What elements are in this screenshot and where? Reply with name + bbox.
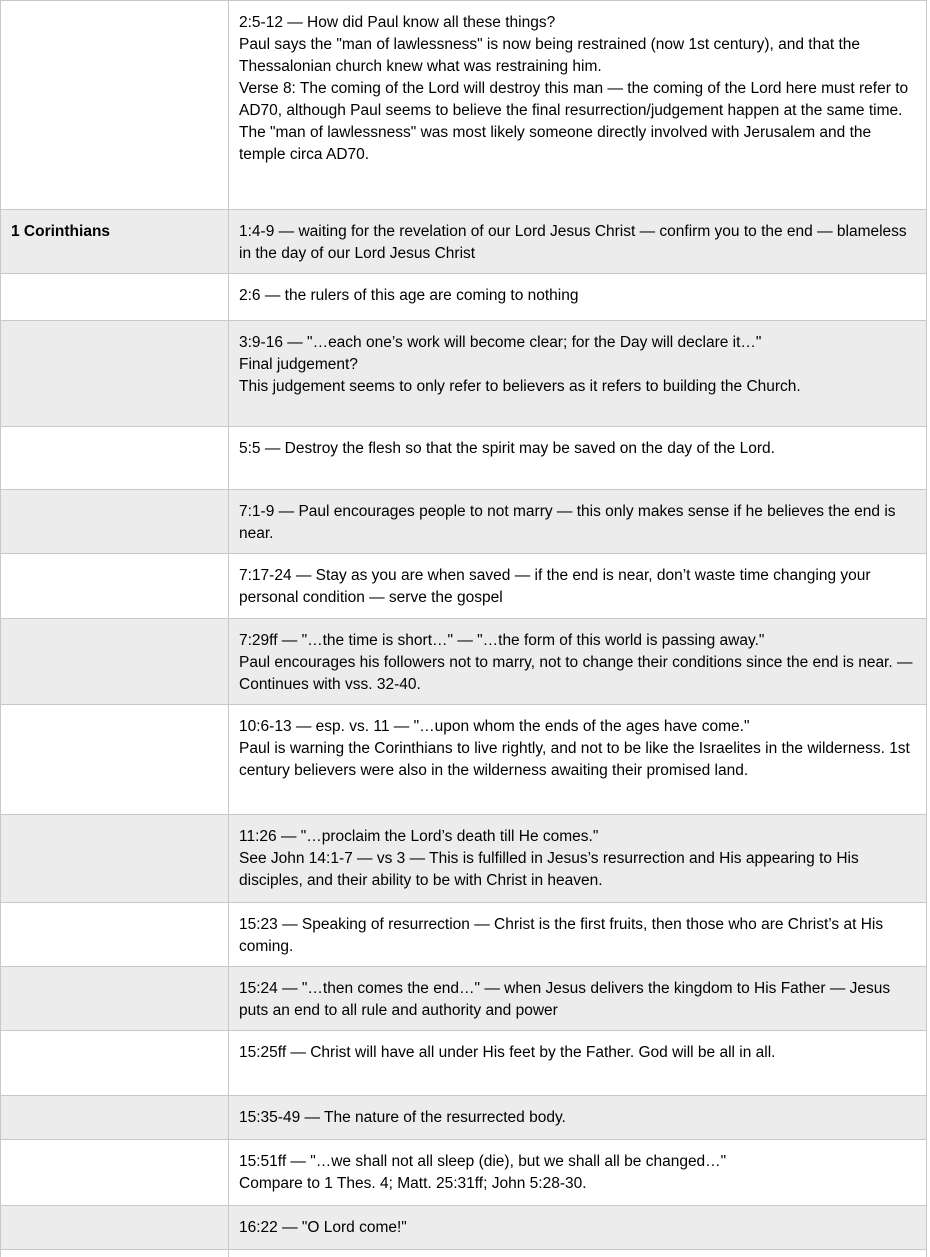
note-paragraph: Final judgement? bbox=[239, 356, 358, 373]
table-row bbox=[1, 321, 926, 427]
note-paragraph: 2:5-12 — How did Paul know all these things? bbox=[239, 14, 556, 31]
notes-cell bbox=[228, 815, 926, 902]
note-paragraph: 2:6 — the rulers of this age are coming to nothing bbox=[239, 287, 579, 304]
note-paragraph: Paul encourages his followers not to marry, not to change their conditions since the end is near. — Continues with vss. 32-40. bbox=[239, 654, 913, 693]
note-paragraph: The "man of lawlessness" was most likely someone directly involved with Jerusalem and the temple circa AD70. bbox=[239, 124, 872, 163]
table-row bbox=[1, 967, 926, 1031]
notes-cell bbox=[228, 490, 926, 553]
book-cell bbox=[1, 815, 228, 902]
notes-cell bbox=[228, 619, 926, 704]
note-paragraph: 7:29ff — "…the time is short…" — "…the form of this world is passing away." bbox=[239, 632, 765, 649]
book-cell bbox=[1, 967, 228, 1030]
table-row bbox=[1, 619, 926, 705]
table-row bbox=[1, 1, 926, 210]
note-paragraph: 10:6-13 — esp. vs. 11 — "…upon whom the ends of the ages have come." bbox=[239, 718, 750, 735]
book-cell bbox=[1, 490, 228, 553]
book-cell bbox=[1, 619, 228, 704]
table-row bbox=[1, 490, 926, 554]
table-row bbox=[1, 815, 926, 903]
notes-cell bbox=[228, 274, 926, 320]
note-paragraph: Compare to 1 Thes. 4; Matt. 25:31ff; John 5:28-30. bbox=[239, 1175, 587, 1192]
book-cell bbox=[1, 554, 228, 618]
notes-cell bbox=[228, 1096, 926, 1139]
note-paragraph: Paul is warning the Corinthians to live rightly, and not to be like the Israelites in the wilderness. 1st century believers were also in the wilderness awaiting their promised land. bbox=[239, 740, 910, 779]
notes-cell bbox=[228, 1031, 926, 1095]
notes-cell bbox=[228, 1250, 926, 1257]
book-cell bbox=[1, 1140, 228, 1205]
note-paragraph: 1:4-9 — waiting for the revelation of our Lord Jesus Christ — confirm you to the end — blameless in the day of our Lord Jesus Christ bbox=[239, 223, 907, 262]
note-paragraph: Paul says the "man of lawlessness" is now being restrained (now 1st century), and that the Thessalonian church knew what was restraining him. bbox=[239, 36, 860, 75]
note-paragraph: 11:26 — "…proclaim the Lord’s death till He comes." bbox=[239, 828, 599, 845]
book-cell bbox=[1, 903, 228, 966]
notes-cell bbox=[228, 554, 926, 618]
note-paragraph: 15:23 — Speaking of resurrection — Christ is the first fruits, then those who are Christ’s at His coming. bbox=[239, 916, 884, 955]
notes-cell bbox=[228, 1, 926, 209]
book-cell bbox=[1, 1, 228, 209]
book-cell bbox=[1, 705, 228, 814]
notes-cell bbox=[228, 967, 926, 1030]
table-row bbox=[1, 1096, 926, 1140]
table-row bbox=[1, 210, 926, 274]
note-paragraph: 3:9-16 — "…each one’s work will become clear; for the Day will declare it…" bbox=[239, 334, 762, 351]
table-row bbox=[1, 1250, 926, 1257]
book-cell bbox=[1, 274, 228, 320]
notes-cell bbox=[228, 1206, 926, 1249]
table-row bbox=[1, 274, 926, 321]
table-row bbox=[1, 1031, 926, 1096]
note-paragraph: 15:51ff — "…we shall not all sleep (die), but we shall all be changed…" bbox=[239, 1153, 727, 1170]
book-cell bbox=[1, 321, 228, 426]
table-row bbox=[1, 903, 926, 967]
table-row bbox=[1, 1206, 926, 1250]
table-row bbox=[1, 554, 926, 619]
note-paragraph: 7:1-9 — Paul encourages people to not marry — this only makes sense if he believes the end is near. bbox=[239, 503, 896, 542]
book-cell: 1 Corinthians bbox=[11, 223, 111, 240]
book-cell bbox=[1, 1206, 228, 1249]
book-cell bbox=[1, 1250, 228, 1257]
note-paragraph: See John 14:1-7 — vs 3 — This is fulfilled in Jesus’s resurrection and His appearing to His disciples, and their ability to be with Christ in heaven. bbox=[239, 850, 859, 889]
notes-cell bbox=[228, 427, 926, 489]
notes-cell bbox=[228, 210, 926, 273]
note-paragraph: 15:35-49 — The nature of the resurrected body. bbox=[239, 1109, 566, 1126]
note-paragraph: This judgement seems to only refer to believers as it refers to building the Church. bbox=[239, 378, 801, 395]
book-cell bbox=[1, 427, 228, 489]
notes-cell bbox=[228, 321, 926, 426]
note-paragraph: Verse 8: The coming of the Lord will destroy this man — the coming of the Lord here must refer to AD70, although Paul seems to believe the final resurrection/judgement happen at the same time. bbox=[239, 80, 909, 119]
table-row bbox=[1, 427, 926, 490]
notes-cell bbox=[228, 1140, 926, 1205]
note-paragraph: 16:22 — "O Lord come!" bbox=[239, 1219, 407, 1236]
notes-cell bbox=[228, 705, 926, 814]
book-cell bbox=[1, 1031, 228, 1095]
notes-cell bbox=[228, 903, 926, 966]
table-row bbox=[1, 1140, 926, 1206]
note-paragraph: 7:17-24 — Stay as you are when saved — if the end is near, don’t waste time changing your personal condition — serve the gospel bbox=[239, 567, 871, 606]
table-row bbox=[1, 705, 926, 815]
note-paragraph: 15:25ff — Christ will have all under His feet by the Father. God will be all in all. bbox=[239, 1044, 776, 1061]
book-cell bbox=[1, 1096, 228, 1139]
note-paragraph: 5:5 — Destroy the flesh so that the spirit may be saved on the day of the Lord. bbox=[239, 440, 775, 457]
note-paragraph: 15:24 — "…then comes the end…" — when Jesus delivers the kingdom to His Father — Jesus puts an end to all rule and authority and power bbox=[239, 980, 891, 1019]
